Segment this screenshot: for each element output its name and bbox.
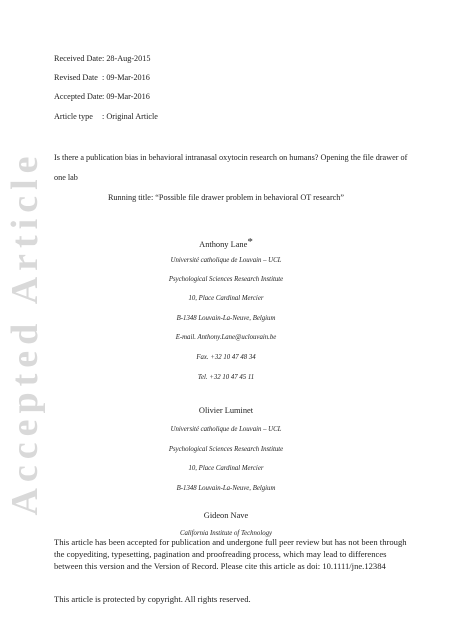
author-affiliation-line: Psychological Sciences Research Institute — [168, 446, 284, 453]
running-title: Running title: “Possible file drawer problem in behavioral OT research” — [107, 193, 345, 202]
received-date — [54, 54, 150, 63]
author-affiliation-line: B-1348 Louvain-La-Neuve, Belgium — [176, 315, 276, 322]
accepted-date — [54, 92, 150, 101]
author-affiliation-line: Université catholique de Louvain – UCL — [170, 426, 282, 433]
author-affiliation-line: 10, Place Cardinal Mercier — [188, 295, 264, 302]
author-fax: Fax. +32 10 47 48 34 — [196, 354, 256, 361]
article-title: Is there a publication bias in behavioral intranasal oxytocin research on humans? Opening the file drawer of one lab — [54, 153, 408, 182]
article-type-value: : Original Article — [102, 112, 158, 121]
revised-date-label: Revised Date — [54, 73, 98, 82]
accepted-date-value: : 09-Mar-2016 — [102, 92, 150, 101]
author-affiliation-line: Université catholique de Louvain – UCL — [170, 257, 282, 264]
author-affiliation-line: 10, Place Cardinal Mercier — [188, 465, 264, 472]
received-date-label: Received Date — [54, 54, 102, 63]
received-date-value: : 28-Aug-2015 — [102, 54, 151, 63]
author-name — [0, 236, 452, 249]
author-name: Gideon Nave — [203, 511, 249, 520]
author-affiliation-line: Psychological Sciences Research Institute — [168, 276, 284, 283]
copyright-notice: This article is protected by copyright. All rights reserved. — [54, 594, 251, 604]
revised-date — [54, 73, 150, 82]
author-affiliation-line: B-1348 Louvain-La-Neuve, Belgium — [176, 485, 276, 492]
article-type — [54, 112, 158, 121]
author-affiliation-line: California Institute of Technology — [179, 530, 273, 537]
accepted-article-watermark: Accepted Article — [4, 150, 46, 516]
acceptance-notice: This article has been accepted for publication and undergone full peer review but has not been through the copyediting, typesetting, pagination and proofreading process, which may lead to differences between this version and the Version of Record. Please cite this article as doi: 10.1111/jne.12384 — [54, 537, 407, 571]
revised-date-value: : 09-Mar-2016 — [102, 73, 150, 82]
article-type-label: Article type — [54, 112, 93, 121]
author-name-text: Anthony Lane — [199, 240, 248, 249]
author-name: Olivier Luminet — [198, 406, 254, 415]
corresponding-author-marker: * — [247, 236, 253, 248]
author-tel: Tel. +32 10 47 45 11 — [197, 374, 255, 381]
author-email: E-mail. Anthony.Lane@uclouvain.be — [175, 334, 277, 341]
accepted-date-label: Accepted Date — [54, 92, 103, 101]
